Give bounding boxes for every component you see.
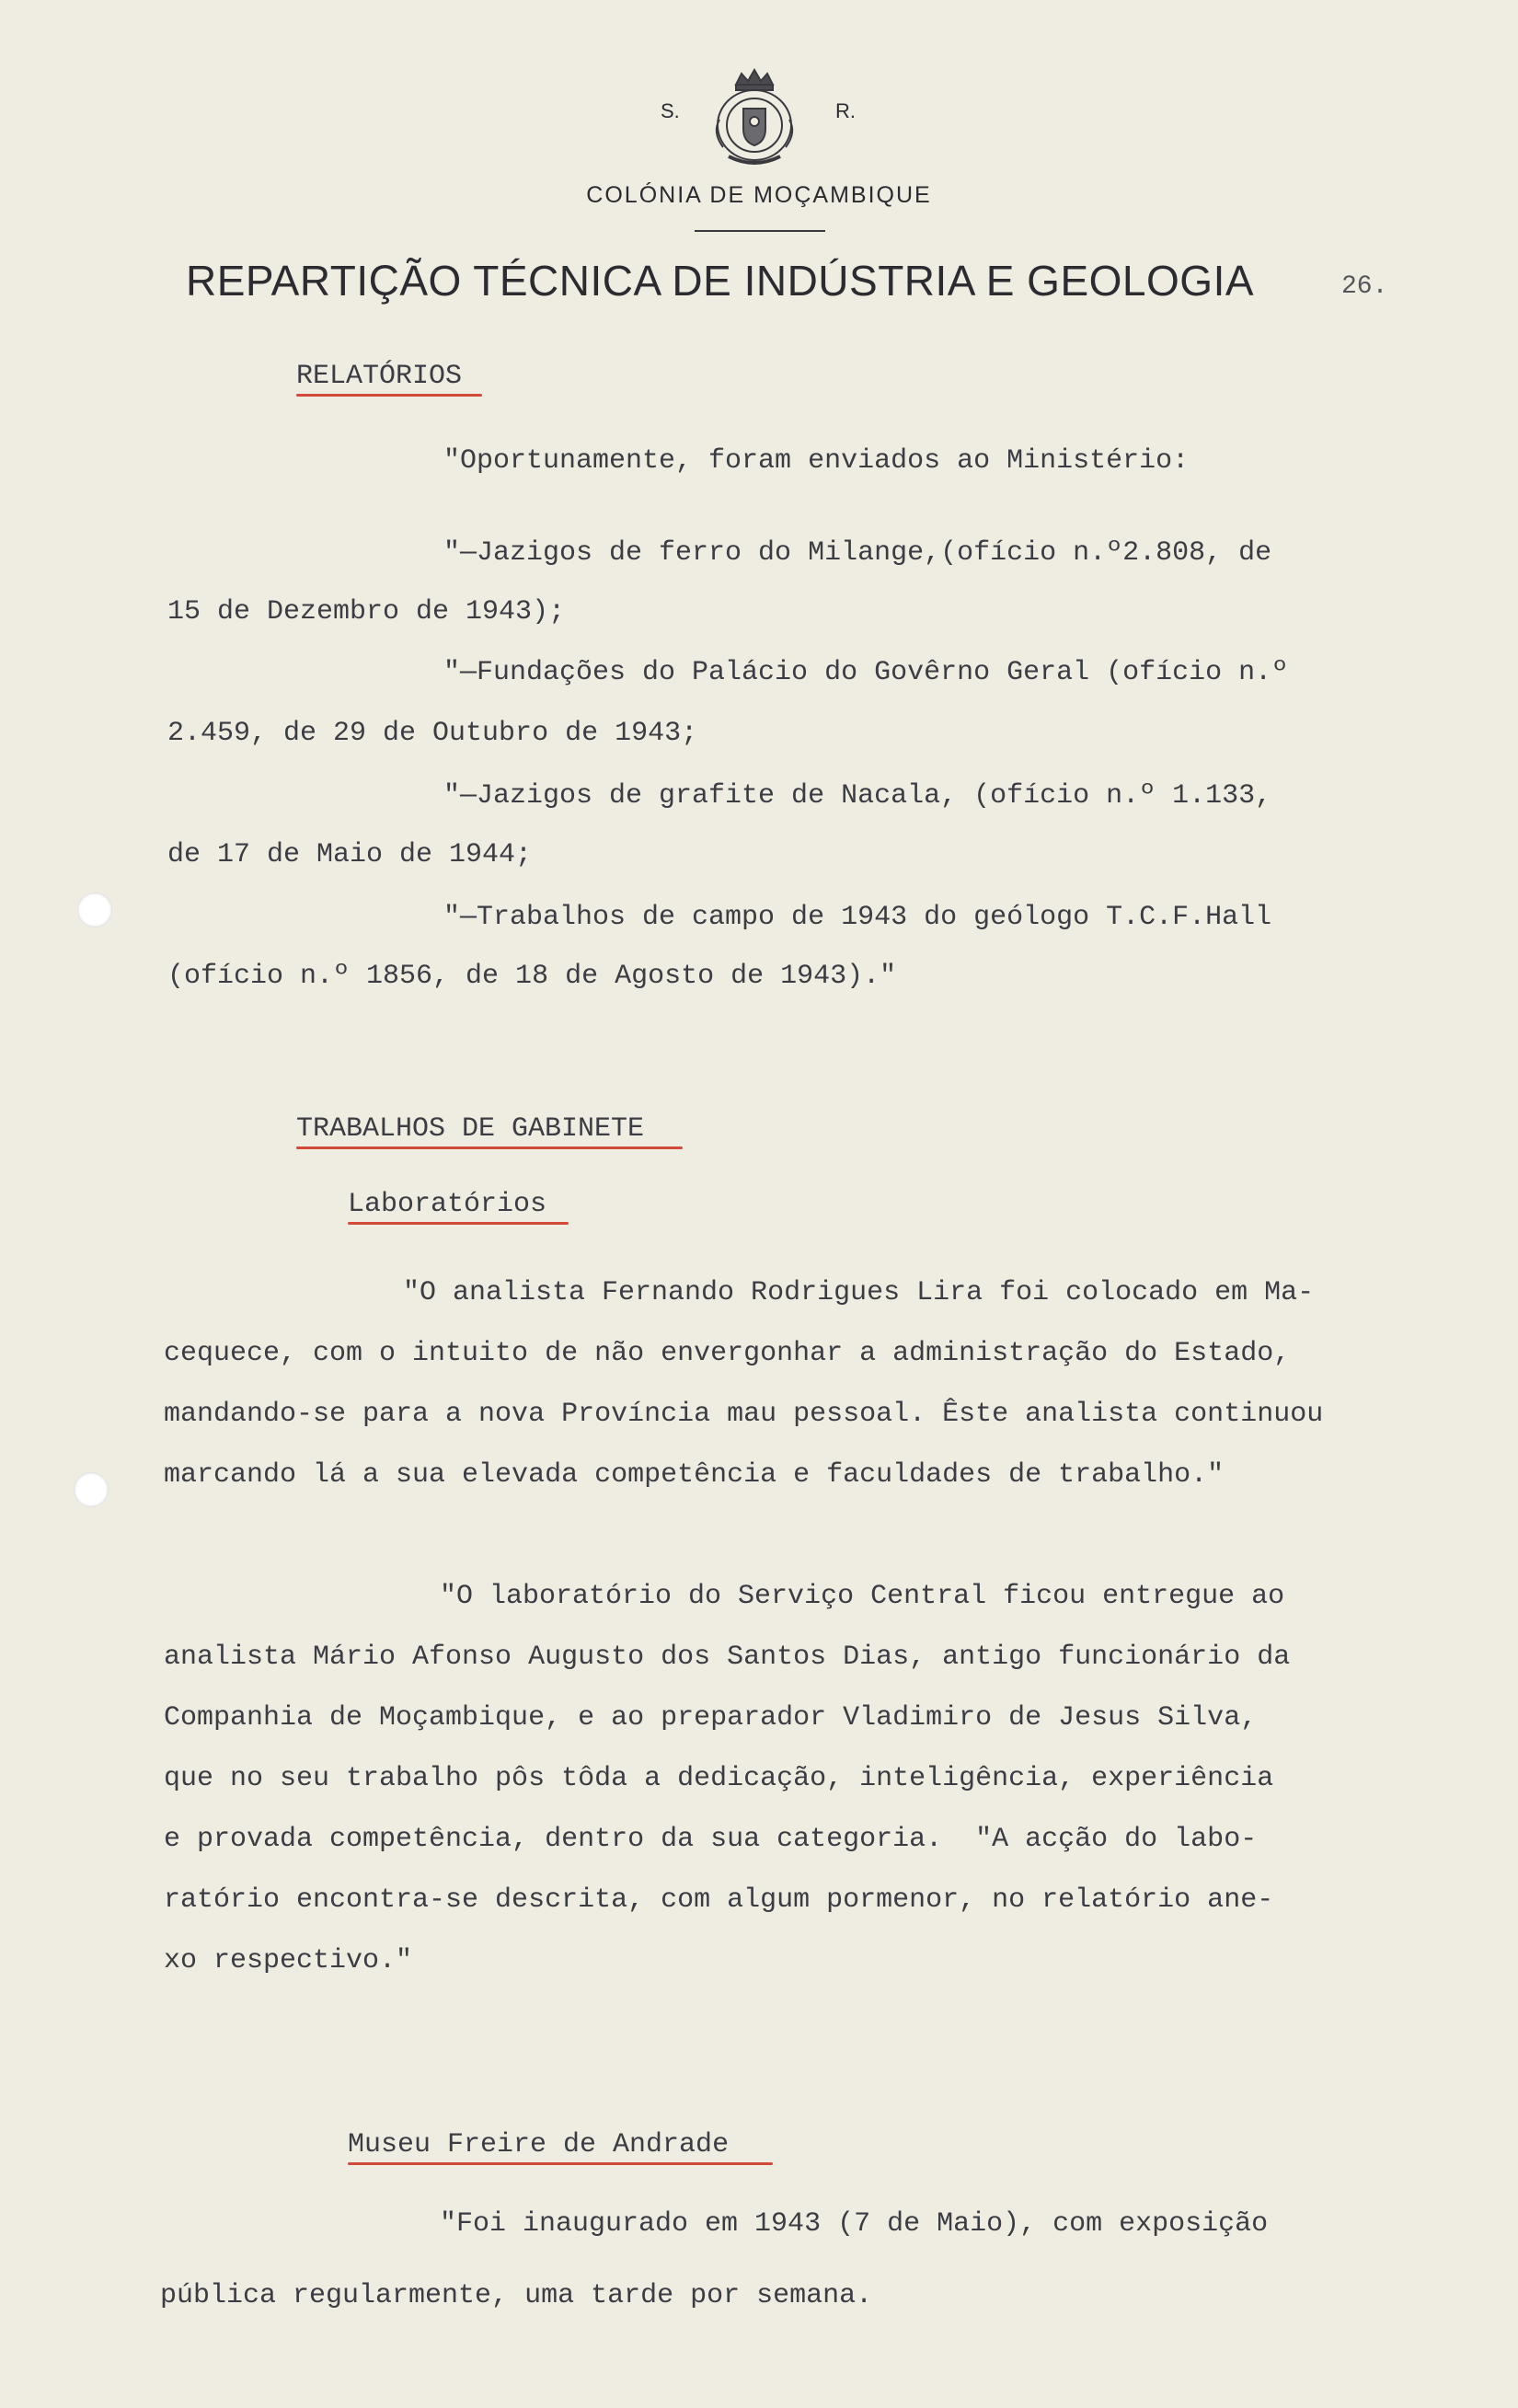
punch-hole [74,1472,109,1507]
heading-underline [296,394,482,397]
punch-hole [77,893,112,927]
letterhead-right-mark: R. [835,99,856,122]
text-line: xo respectivo." [164,1945,413,1976]
text-line: pública regularmente, uma tarde por semana. [160,2280,873,2311]
text-line: de 17 de Maio de 1944; [167,839,533,870]
section-heading-gabinete: TRABALHOS DE GABINETE [296,1113,645,1145]
colony-name: COLÓNIA DE MOÇAMBIQUE [586,182,932,208]
letterhead-divider [695,230,825,232]
text-line: (ofício n.º 1856, de 18 de Agosto de 1943)." [167,961,897,992]
text-line: "O analista Fernando Rodrigues Lira foi colocado em Ma- [403,1277,1315,1308]
text-line: "O laboratório do Serviço Central ficou entregue ao [440,1581,1285,1612]
department-title: REPARTIÇÃO TÉCNICA DE INDÚSTRIA E GEOLOGIA [186,257,1255,305]
section-heading-relatorios: RELATÓRIOS [296,361,463,392]
page-number: 26. [1341,272,1388,301]
coat-of-arms-icon [708,64,800,167]
text-line: marcando lá a sua elevada competência e faculdades de trabalho." [164,1459,1225,1491]
letterhead-left-mark: S. [661,99,680,122]
subheading-underline [348,1222,569,1225]
text-line: "—Trabalhos de campo de 1943 do geólogo T.C.F.Hall [443,902,1272,933]
text-line: que no seu trabalho pôs tôda a dedicação, inteligência, experiência [164,1763,1274,1794]
text-line: Companhia de Moçambique, e ao preparador Vladimiro de Jesus Silva, [164,1702,1258,1734]
text-line: cequece, com o intuito de não envergonhar a administração do Estado, [164,1338,1291,1369]
text-line: "—Jazigos de ferro do Milange,(ofício n.º2.808, de [443,537,1272,569]
heading-underline [296,1146,683,1149]
text-line: "—Fundações do Palácio do Govêrno Geral (ofício n.º [443,657,1289,688]
text-line: 15 de Dezembro de 1943); [167,596,566,628]
text-line: mandando-se para a nova Província mau pessoal. Êste analista continuou [164,1399,1324,1430]
subheading-underline [348,2162,773,2165]
text-line: analista Mário Afonso Augusto dos Santos Dias, antigo funcionário da [164,1642,1291,1673]
subheading-museu: Museu Freire de Andrade [348,2129,730,2160]
text-line: ratório encontra-se descrita, com algum pormenor, no relatório ane- [164,1884,1274,1916]
text-line: "—Jazigos de grafite de Nacala, (ofício n.º 1.133, [443,780,1272,812]
subheading-laboratorios: Laboratórios [348,1189,547,1220]
text-line: "Foi inaugurado em 1943 (7 de Maio), com exposição [440,2208,1269,2240]
text-line: e provada competência, dentro da sua categoria. "A acção do labo- [164,1824,1258,1855]
text-line: "Oportunamente, foram enviados ao Ministério: [443,445,1190,477]
text-line: 2.459, de 29 de Outubro de 1943; [167,718,698,749]
